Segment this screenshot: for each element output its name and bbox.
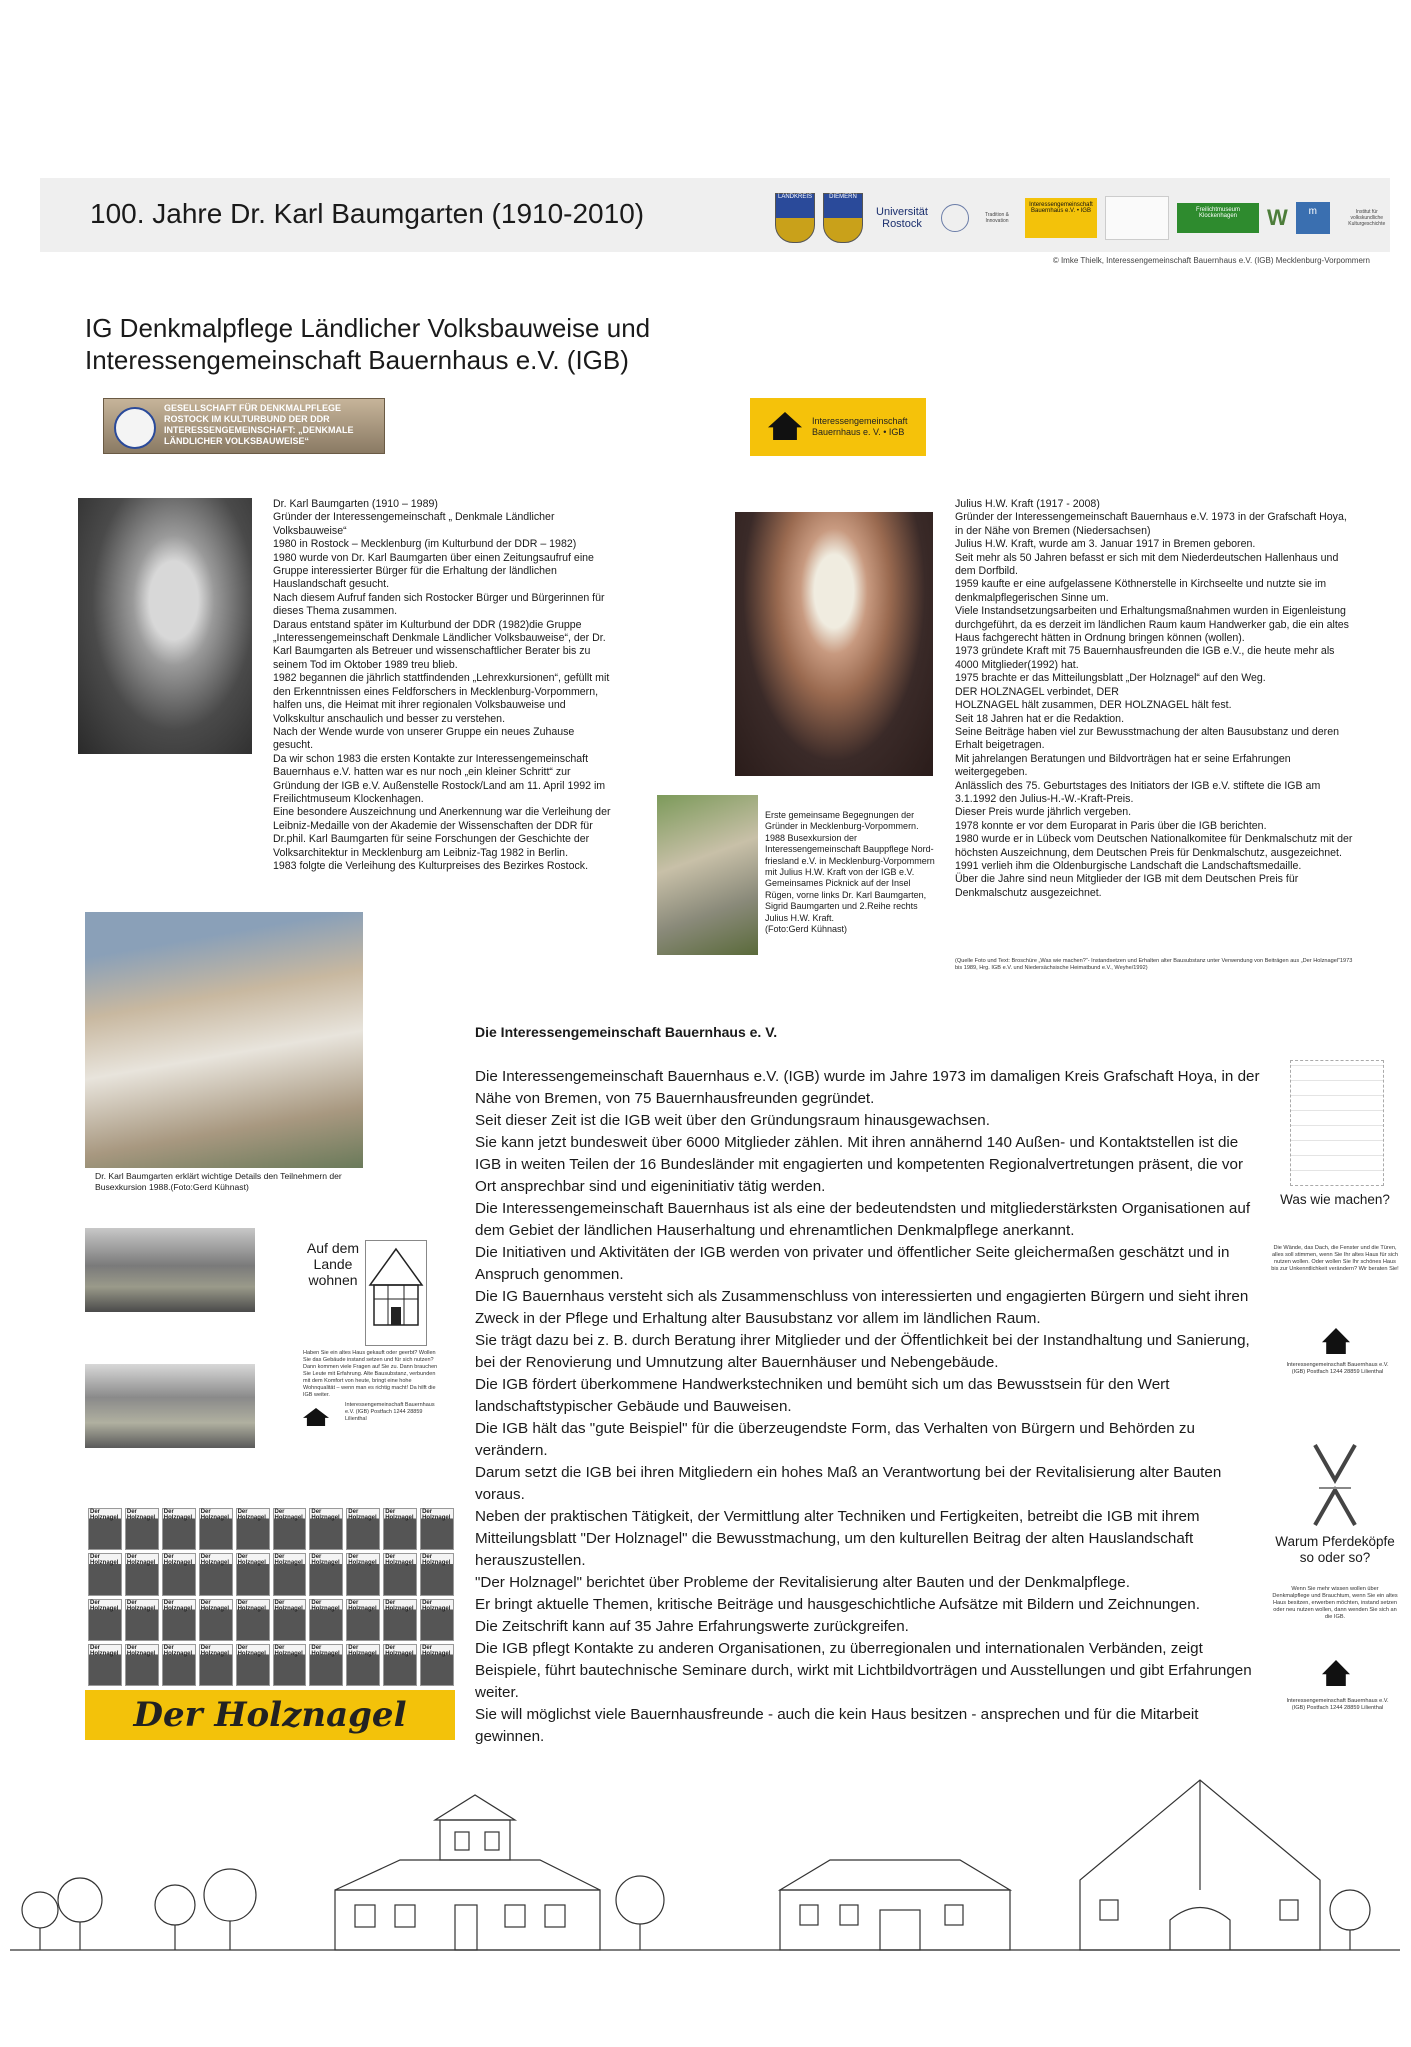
magazine-cover (162, 1599, 196, 1641)
magazine-cover (125, 1508, 159, 1550)
magazine-cover (420, 1599, 454, 1641)
magazine-cover (162, 1553, 196, 1595)
magazine-cover-grid (88, 1508, 454, 1686)
portrait-kraft (735, 512, 933, 776)
half-timbered-house-icon (366, 1241, 426, 1345)
baumgarten-bio: Dr. Karl Baumgarten (1910 – 1989) Gründer der Interessengemeinschaft „ Denkmale Ländlicher Volksbauweise“ 1980 in Rostock – Mecklenburg (im Kulturbund der DDR – 1982) 1980 wurde von Dr. Karl Baumgarten über einen Zeitungsaufruf eine Gruppe interessierter Bürger für die Erhaltung der ländlichen Hauslandschaft gesucht. Nach diesem Aufruf fanden sich Rostocker Bürger und Bürgerinnen für dieses Thema zusammen. Daraus entstand später im Kulturbund der DDR (1982)die Gruppe „Interessengemeinschaft Denkmale Ländlicher Volksbauweise“, der Dr. Karl Baumgarten als Betreuer und wissenschaftlicher Berater bis zu seinem Tod im Oktober 1989 treu blieb. 1982 begannen die jährlich stattfindenden „Lehrexkursionen“, gefüllt mit den Erkenntnissen eines Feldforschers in Mecklenburg-Vorpommern, halfen uns, die Heimat mit ihrer regionalen Volksbauweise und Volkskultur anschaulich und besser zu verstehen. Nach der Wende wurde von unserer Gruppe ein neues Zuhause gesucht. Da wir schon 1983 die ersten Kontakte zur Interessengemeinschaft Bauernhaus e.V. hatten war es nur noch „ein kleiner Schritt“ zur Gründung der IGB e.V. Außenstelle Rostock/Land am 11. April 1992 im Freilichtmuseum Klockenhagen. Eine besondere Auszeichnung und Anerkennung war die Verleihung der Leibniz-Medaille von der Akademie der Wissenschaften der DDR für Dr.phil. Karl Baumgarten für seine Forschungen der Geschichte der Volksarchitektur in Mecklenburg am Leibniz-Tag 1982 in Berlin. 1983 folgte die Verleihung des Kulturpreises des Bezirkes Rostock. (273, 498, 611, 872)
crest-1-label: LANDKREIS (777, 194, 812, 200)
photo-picnic-group (657, 795, 758, 955)
magazine-cover-label: Der Holznagel (237, 1599, 266, 1612)
magazine-cover (346, 1644, 380, 1686)
magazine-cover (420, 1644, 454, 1686)
horse-heads-gable-icon (1305, 1440, 1365, 1530)
magazine-cover-label: Der Holznagel (200, 1509, 230, 1521)
magazine-cover (346, 1553, 380, 1595)
magazine-cover-label: Der Holznagel (385, 1554, 414, 1567)
magazine-cover-label: Der Holznagel (348, 1599, 377, 1612)
magazine-cover (125, 1644, 159, 1686)
magazine-cover (199, 1508, 233, 1550)
magazine-cover (383, 1553, 417, 1595)
magazine-cover (88, 1508, 122, 1550)
house-icon (1322, 1660, 1350, 1686)
university-seal-icon (941, 204, 969, 232)
igb-small-logo: Interessengemeinschaft Bauernhaus e.V. • IGB (1025, 198, 1097, 238)
magazine-cover (273, 1553, 307, 1595)
portrait-baumgarten (78, 498, 252, 754)
magazine-cover (125, 1553, 159, 1595)
grey-emblem-logo (1105, 196, 1169, 240)
magazine-cover-label: Der Holznagel (237, 1509, 266, 1521)
magazine-cover-label: Der Holznagel (311, 1644, 340, 1657)
article-paragraph: Sie trägt dazu bei z. B. durch Beratung ihrer Mitglieder und der Öffentlichkeit bei der Instandhaltung und Sanierung, bei der Renovierung und Umnutzung alter Bauernhäuser und Nebengebäude. (475, 1332, 1250, 1371)
magazine-cover-label: Der Holznagel (126, 1509, 156, 1521)
article-paragraph: Darum setzt die IGB bei ihren Mitgliedern ein hohes Maß an Verantwortung bei der Revitalisierung alter Bauten voraus. (475, 1464, 1222, 1503)
magazine-cover-label: Der Holznagel (422, 1644, 451, 1657)
crest-logo-1 (775, 193, 815, 243)
magazine-cover-label: Der Holznagel (90, 1554, 119, 1567)
magazine-cover-label: Der Holznagel (237, 1554, 266, 1567)
w-mark-logo: W (1267, 205, 1288, 230)
magazine-cover-label: Der Holznagel (163, 1509, 193, 1521)
magazine-cover (383, 1508, 417, 1550)
magazine-cover-label: Der Holznagel (90, 1599, 119, 1612)
magazine-cover (162, 1508, 196, 1550)
magazine-cover-label: Der Holznagel (163, 1554, 193, 1567)
institute-logo: Institut für volkskundliche Kulturgeschichte (1348, 209, 1386, 227)
brochure-address: Interessengemeinschaft Bauernhaus e.V. (IGB) Postfach 1244 28859 Lilienthal (345, 1402, 435, 1422)
page-title: 100. Jahre Dr. Karl Baumgarten (1910-2010) (90, 198, 645, 229)
m-logo: m (1296, 202, 1330, 234)
magazine-cover-label: Der Holznagel (90, 1644, 119, 1657)
article-paragraph: Seit dieser Zeit ist die IGB weit über den Gründungsraum hinausgewachsen. (475, 1112, 990, 1129)
side-brochure-1-address: Interessengemeinschaft Bauernhaus e.V. (IGB) Postfach 1244 28859 Lilienthal (1286, 1362, 1389, 1375)
holznagel-banner: Der Holznagel (85, 1690, 455, 1740)
magazine-cover-label: Der Holznagel (385, 1509, 414, 1521)
article-paragraph: Die Initiativen und Aktivitäten der IGB werden von privater und öffentlicher Seite gleichermaßen geschätzt und in Anspruch genommen. (475, 1244, 1230, 1283)
kulturbund-emblem-icon (114, 407, 156, 449)
magazine-cover (162, 1644, 196, 1686)
village-illustration (0, 1760, 1411, 1960)
magazine-cover-label: Der Holznagel (126, 1554, 156, 1567)
window-sketch-drawing (1290, 1060, 1384, 1186)
magazine-cover-label: Der Holznagel (422, 1599, 451, 1612)
article-title: Die Interessengemeinschaft Bauernhaus e. V. (475, 1024, 778, 1040)
magazine-cover-label: Der Holznagel (90, 1509, 119, 1521)
sponsor-logo-row (775, 190, 1396, 246)
magazine-cover-label: Der Holznagel (126, 1644, 156, 1657)
village-line-drawing (0, 1760, 1411, 1960)
side-brochure-2-text: Wenn Sie mehr wissen wollen über Denkmalpflege und Brauchtum, wenn Sie ein altes Haus besitzen, erwerben möchten, instand setzen oder neu nutzen wollen, dann wenden Sie sich an die IGB. (1272, 1586, 1398, 1620)
magazine-cover-label: Der Holznagel (348, 1554, 377, 1567)
magazine-cover-label: Der Holznagel (385, 1599, 414, 1612)
magazine-cover (420, 1553, 454, 1595)
magazine-cover (125, 1599, 159, 1641)
magazine-cover (383, 1644, 417, 1686)
side-brochure-1-text: Die Wände, das Dach, die Fenster und die Türen, alles soll stimmen, wenn Sie Ihr altes Haus für sich nutzen wollen. Oder wollen Sie Ihr schönes Haus bis zur Unkenntlichkeit verändern? Wir beraten Sie! (1271, 1245, 1399, 1272)
house-icon (768, 412, 802, 440)
magazine-cover (236, 1553, 270, 1595)
brochure-text: Haben Sie ein altes Haus gekauft oder geerbt? Wollen Sie das Gebäude instand setzen und für sich nutzen? Dann kommen viele Fragen auf Sie zu. Dann brauchen Sie Leute mit Erfahrung. Alte Bausubstanz, verbunden mit dem Komfort von heute, bringt eine hohe Wohnqualität – wenn man es richtig macht! Da hilft die IGB weiter. (303, 1350, 438, 1398)
magazine-cover-label: Der Holznagel (274, 1554, 303, 1567)
photo-farmhouse-1 (85, 1228, 255, 1312)
copyright-note: © Imke Thielk, Interessengemeinschaft Bauernhaus e.V. (IGB) Mecklenburg-Vorpommern (1052, 256, 1370, 265)
brochure-house-drawing (365, 1240, 427, 1346)
magazine-cover (420, 1508, 454, 1550)
magazine-cover (199, 1553, 233, 1595)
magazine-cover (88, 1599, 122, 1641)
photo-farmhouse-2 (85, 1364, 255, 1448)
magazine-cover-label: Der Holznagel (274, 1509, 303, 1521)
photo-bus-excursion (85, 912, 363, 1168)
article-paragraph: Sie kann jetzt bundesweit über 6000 Mitglieder zählen. Mit ihren annähernd 140 Außen- und Kontaktstellen ist die IGB in weiten Teilen der 16 Bundesländer mit engagierten und kompetenten Regionalvertretungen präsent, die vor Ort ansprechbar sind und eigeninitiativ tätig werden. (475, 1134, 1244, 1195)
article-paragraph: "Der Holznagel" berichtet über Probleme der Revitalisierung alter Bauten und der Denkmalpflege. (475, 1574, 1130, 1591)
kraft-source-note: (Quelle Foto und Text: Broschüre „Was wie machen?“- Instandsetzen und Erhalten alter Bausubstanz unter Verwendung von Beiträgen aus „Der Holznagel“1973 bis 1989, Hrg. IGB e.V. und Niedersächsische Heimatbund e.V., Weyhe/1992) (955, 958, 1353, 971)
article-paragraph: Die IG Bauernhaus versteht sich als Zusammenschluss von interessierten und engagierten Bürgern und sieht ihren Zweck in der Pflege und Erhaltung alter Bausubstanz vor allem im ländlichen Raum. (475, 1288, 1249, 1327)
side-brochure-1-title: Was wie machen? (1280, 1192, 1390, 1207)
magazine-cover-label: Der Holznagel (348, 1644, 377, 1657)
magazine-cover (309, 1508, 343, 1550)
article-paragraph: Die IGB pflegt Kontakte zu anderen Organisationen, zu überregionalen und internationalen Verbänden, zeigt Beispiele, führt bautechnische Seminare durch, wirkt mit Lichtbildvorträgen und Ausstellungen und gibt Erfahrungen weiter. (475, 1640, 1252, 1701)
house-icon (303, 1408, 329, 1426)
magazine-cover-label: Der Holznagel (422, 1554, 451, 1567)
magazine-cover (88, 1553, 122, 1595)
magazine-cover-label: Der Holznagel (200, 1599, 230, 1612)
magazine-cover-label: Der Holznagel (311, 1599, 340, 1612)
gdr-logo-text: GESELLSCHAFT FÜR DENKMALPFLEGE ROSTOCK IM KULTURBUND DER DDR INTERESSENGEMEINSCHAFT: „DENKMALE LÄNDLICHER VOLKSBAUWEISE“ (164, 403, 354, 446)
igb-logo (750, 398, 926, 456)
magazine-cover-label: Der Holznagel (422, 1509, 451, 1521)
magazine-cover-label: Der Holznagel (126, 1599, 156, 1612)
magazine-cover (383, 1599, 417, 1641)
magazine-cover (346, 1599, 380, 1641)
article-paragraph: Die Interessengemeinschaft Bauernhaus e.V. (IGB) wurde im Jahre 1973 im damaligen Kreis Grafschaft Hoya, in der Nähe von Bremen, von 75 Bauernhausfreunden gegründet. (475, 1068, 1260, 1107)
magazine-cover (309, 1599, 343, 1641)
kraft-bio: Julius H.W. Kraft (1917 - 2008) Gründer der Interessengemeinschaft Bauernhaus e.V. 1973 in der Grafschaft Hoya, in der Nähe von Bremen (Niedersachsen) Julius H.W. Kraft, wurde am 3. Januar 1917 in Bremen geboren. Seit mehr als 50 Jahren befasst er sich mit dem Niederdeutschen Hallenhaus und dem Dorfbild. 1959 kaufte er eine aufgelassene Köthnerstelle in Kirchseelte und nutzte sie im denkmalpflegerischen Sinne um. Viele Instandsetzungsarbeiten und Erhaltungsmaßnahmen wurden in Eigenleistung durchgeführt, da es derzeit im ländlichen Raum kaum Handwerker gab, die ein altes Haus fachgerecht hätten in Ordnung bringen können (wollen). 1973 gründete Kraft mit 75 Bauernhausfreunden die IGB e.V., die heute mehr als 4000 Mitglieder(1992) hat. 1975 brachte er das Mitteilungsblatt „Der Holznagel“ auf den Weg. DER HOLZNAGEL verbindet, DER HOLZNAGEL hält zusammen, DER HOLZNAGEL hält fest. Seit 18 Jahren hat er die Redaktion. Seine Beiträge haben viel zur Bewusstmachung der alten Bausubstanz und deren Erhalt beigetragen. Mit jahrelangen Beratungen und Bildvorträgen hat er seine Erfahrungen weitergegeben. Anlässlich des 75. Geburtstages des Initiators der IGB e.V. stiftete die IGB am 3.1.1992 den Julius-H.-W.-Kraft-Preis. Dieser Preis wurde jährlich vergeben. 1978 konnte er vor dem Europarat in Paris über die IGB berichten. 1980 wurde er in Lübeck vom Deutschen Nationalkomitee für Denkmalschutz mit der höchsten Auszeichnung, dem Deutschen Preis für Denkmalschutz, ausgezeichnet. 1991 verlieh ihm die Oldenburgische Landschaft die Landschaftsmedaille. Über die Jahre sind neun Mitglieder der IGB mit dem Deutschen Preis für Denkmalschutz ausgezeichnet. (955, 498, 1353, 899)
magazine-cover (309, 1644, 343, 1686)
side-brochure-2-address: Interessengemeinschaft Bauernhaus e.V. (IGB) Postfach 1244 28859 Lilienthal (1286, 1698, 1389, 1711)
magazine-cover-label: Der Holznagel (311, 1554, 340, 1567)
magazine-cover (199, 1644, 233, 1686)
picnic-caption: Erste gemeinsame Begegnungen der Gründer in Mecklenburg-Vorpommern. 1988 Busexkursion der Interessengemeinschaft Bauppflege Nord-friesland e.V. in Mecklenburg-Vorpommern mit Julius H.W. Kraft von der IGB e.V. Gemeinsames Picknick auf der Insel Rügen, vorne links Dr. Karl Baumgarten, Sigrid Baumgarten und 2.Reihe rechts Julius H.W. Kraft. (Foto:Gerd Kühnast) (765, 810, 935, 935)
gdr-society-logo (103, 398, 385, 454)
magazine-cover-label: Der Holznagel (385, 1644, 414, 1657)
crest-logo-2 (823, 193, 863, 243)
magazine-cover-label: Der Holznagel (274, 1644, 303, 1657)
article-paragraph: Die IGB fördert überkommene Handwerkstechniken und bemüht sich um das Bewusstsein für den Wert landschaftstypischer Gebäude und Bauweisen. (475, 1376, 1170, 1415)
section-title: IG Denkmalpflege Ländlicher Volksbauweise und Interessengemeinschaft Bauernhaus e.V. (IGB) (85, 313, 651, 375)
magazine-cover (273, 1644, 307, 1686)
magazine-cover (236, 1644, 270, 1686)
magazine-cover-label: Der Holznagel (200, 1554, 230, 1567)
magazine-cover (273, 1599, 307, 1641)
magazine-cover (88, 1644, 122, 1686)
magazine-cover (199, 1599, 233, 1641)
magazine-cover-label: Der Holznagel (163, 1644, 193, 1657)
magazine-cover (236, 1508, 270, 1550)
igb-logo-text: Interessengemeinschaft Bauernhaus e. V. • IGB (812, 416, 908, 437)
brochure-title: Auf dem Lande wohnen (306, 1240, 360, 1288)
magazine-cover (273, 1508, 307, 1550)
magazine-cover-label: Der Holznagel (274, 1599, 303, 1612)
magazine-cover (236, 1599, 270, 1641)
house-icon (1322, 1328, 1350, 1354)
museum-logo: Freilichtmuseum Klockenhagen (1177, 203, 1259, 233)
article-paragraph: Sie will möglichst viele Bauernhausfreunde - auch die kein Haus besitzen - ansprechen und für die Mitarbeit gewinnen. (475, 1706, 1199, 1745)
article-paragraph: Die Zeitschrift kann auf 35 Jahre Erfahrungswerte zurückgreifen. (475, 1618, 909, 1635)
magazine-cover-label: Der Holznagel (163, 1599, 193, 1612)
magazine-cover (309, 1553, 343, 1595)
article-paragraph: Die IGB hält das "gute Beispiel" für die überzeugendste Form, das Verhalten von Bürgern und Behörden zu verändern. (475, 1420, 1195, 1459)
university-logo: Universität Rostock (876, 206, 928, 230)
tradition-logo: Tradition & Innovation (985, 212, 1009, 224)
magazine-cover-label: Der Holznagel (200, 1644, 230, 1657)
side-brochure-2-title: Warum Pferdeköpfe so oder so? (1275, 1534, 1395, 1565)
article-paragraph: Die Interessengemeinschaft Bauernhaus ist als eine der bedeutendsten und mitgliederstärksten Organisationen auf dem Gebiet der ländlichen Hauserhaltung und ehrenamtlichen Denkmalpflege anerkannt. (475, 1200, 1251, 1239)
magazine-cover-label: Der Holznagel (311, 1509, 340, 1521)
article-paragraph: Neben der praktischen Tätigkeit, der Vermittlung alter Techniken und Fertigkeiten, betreibt die IGB mit ihrem Mitteilungsblatt "Der Holznagel" die Bewusstmachung, um den kulturellen Beitrag der alten Hauslandschaft herauszustellen. (475, 1508, 1200, 1569)
article-paragraph: Er bringt aktuelle Themen, kritische Beiträge und hausgeschichtliche Aufsätze mit Bildern und Zeichnungen. (475, 1596, 1200, 1613)
excursion-caption: Dr. Karl Baumgarten erklärt wichtige Details den Teilnehmern der Busexkursion 1988.(Foto:Gerd Kühnast) (95, 1171, 342, 1192)
magazine-cover-label: Der Holznagel (348, 1509, 377, 1521)
crest-2-label: DIEMERN (829, 194, 857, 200)
article-body (475, 1066, 1265, 1748)
magazine-cover-label: Der Holznagel (237, 1644, 266, 1657)
magazine-cover (346, 1508, 380, 1550)
